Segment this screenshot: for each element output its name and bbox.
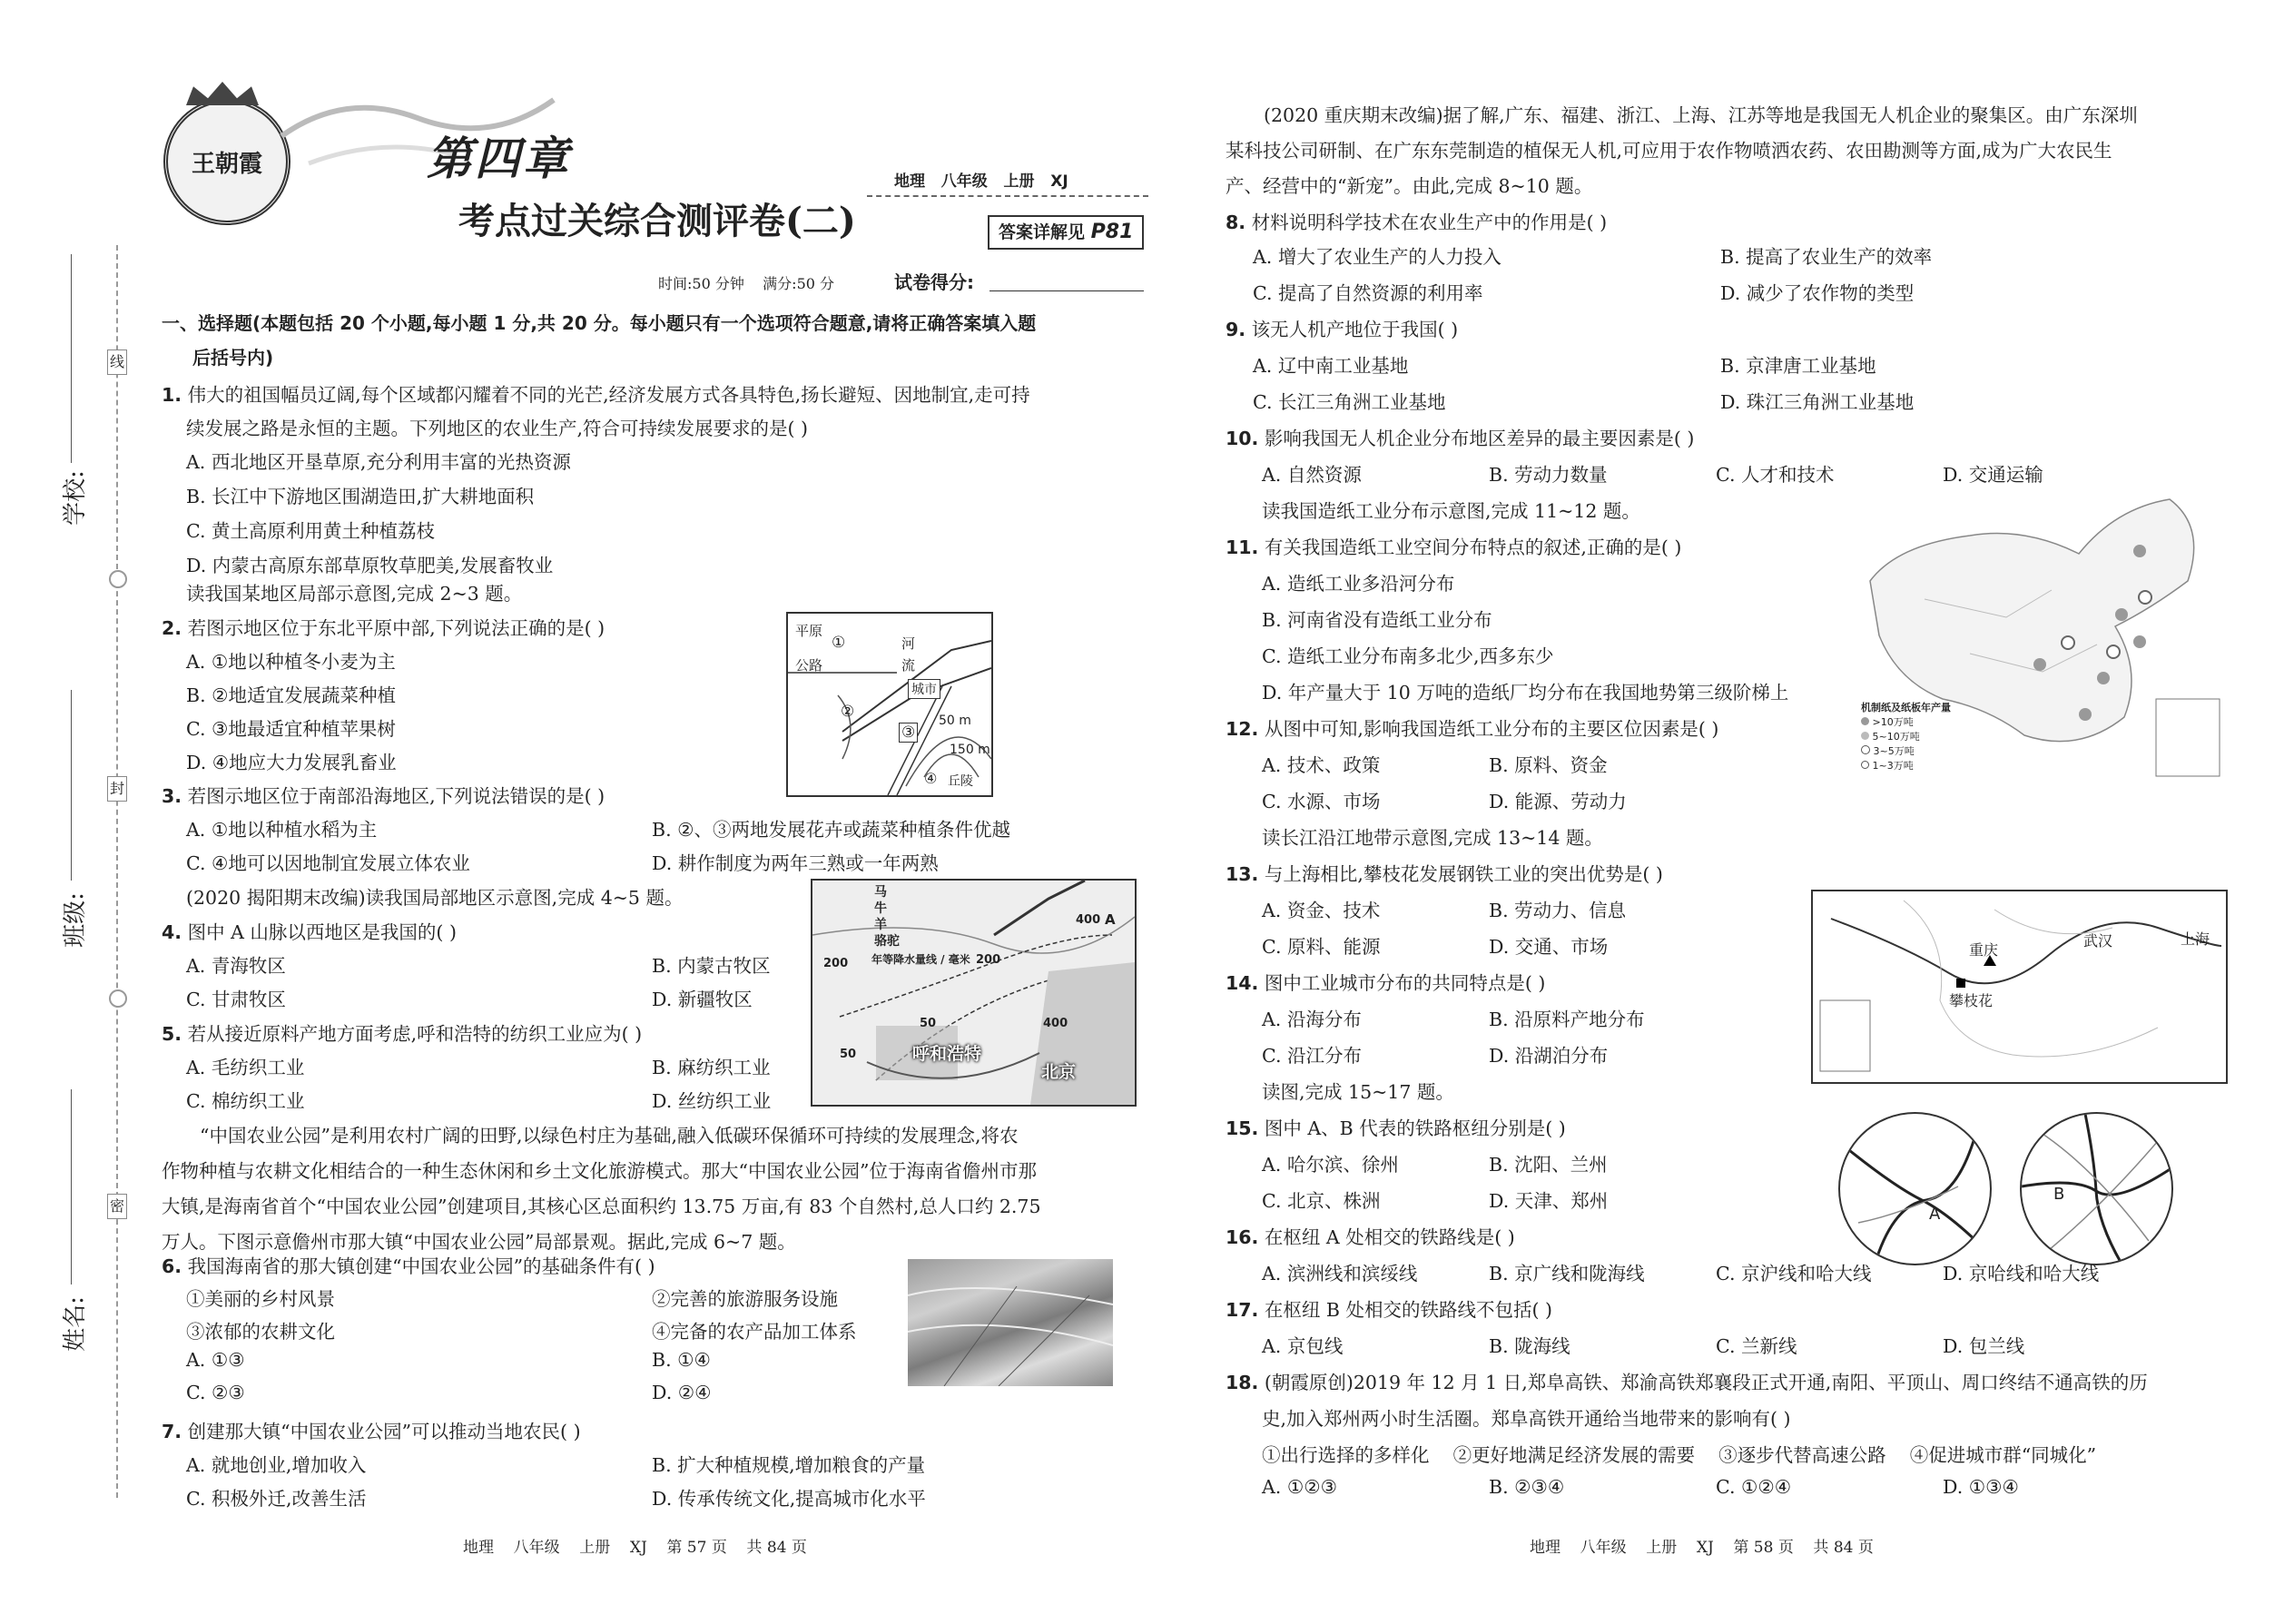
q8-option-c[interactable]: C. 提高了自然资源的利用率 <box>1253 282 1483 304</box>
question-10: 10. 影响我国无人机企业分布地区差异的最主要因素是( ) <box>1226 428 1695 449</box>
subject-meta: 地理 八年级 上册 XJ <box>894 172 1068 191</box>
name-label: 姓名: <box>61 1296 89 1352</box>
page-footer-right: 地理 八年级 上册 XJ 第 58 页 共 84 页 <box>1530 1539 1874 1557</box>
fig1-c4: ④ <box>924 770 938 787</box>
fig2-50b: 50 <box>840 1048 857 1061</box>
binding-line <box>116 245 118 1498</box>
brand-logo: 王朝霞 <box>163 98 290 225</box>
q9-option-a[interactable]: A. 辽中南工业基地 <box>1253 355 1409 377</box>
school-field[interactable] <box>61 254 91 545</box>
dot-medium <box>2106 645 2121 659</box>
fig4-wuhan: 武汉 <box>2083 932 2113 950</box>
q12-option-d[interactable]: D. 能源、劳动力 <box>1489 791 1627 812</box>
q13-option-d[interactable]: D. 交通、市场 <box>1489 936 1609 958</box>
score-field[interactable] <box>989 290 1144 291</box>
q6-option-d[interactable]: D. ②④ <box>652 1382 712 1403</box>
figure-local-map <box>786 612 993 797</box>
fig2-50a: 50 <box>920 1017 937 1030</box>
fig4-chongqing: 重庆 <box>1969 941 1999 959</box>
dot-medium <box>2061 635 2075 650</box>
q1-option-d[interactable]: D. 内蒙古高原东部草原牧草肥美,发展畜牧业 <box>186 555 554 576</box>
q7-option-a[interactable]: A. 就地创业,增加收入 <box>186 1454 367 1476</box>
score-label: 试卷得分: <box>894 271 974 293</box>
q6-option-c[interactable]: C. ②③ <box>186 1382 245 1403</box>
q3-option-c[interactable]: C. ④地可以因地制宜发展立体农业 <box>186 852 470 874</box>
q9-option-b[interactable]: B. 京津唐工业基地 <box>1720 355 1876 377</box>
dot-large <box>2033 658 2046 671</box>
binding-circle-icon <box>109 570 127 588</box>
fig1-city-label: 城市 <box>908 679 940 699</box>
crown-icon <box>186 82 259 105</box>
question-1: 1. 伟大的祖国幅员辽阔,每个区域都闪耀着不同的光芒,经济发展方式各具特色,扬长避短、因地制宜,走可持 <box>162 384 1030 406</box>
q5-option-c[interactable]: C. 棉纺织工业 <box>186 1090 305 1112</box>
q8-option-d[interactable]: D. 减少了农作物的类型 <box>1720 282 1915 304</box>
q7-option-c[interactable]: C. 积极外迁,改善生活 <box>186 1488 367 1510</box>
q11-option-a[interactable]: A. 造纸工业多沿河分布 <box>1262 573 1455 595</box>
question-18-cont: 史,加入郑州两小时生活圈。郑阜高铁开通给当地带来的影响有( ) <box>1262 1408 1791 1430</box>
chapter-heading: 第四章 <box>427 133 571 185</box>
q14-option-d[interactable]: D. 沿湖泊分布 <box>1489 1045 1609 1067</box>
q1-option-c[interactable]: C. 黄土高原利用黄土种植荔枝 <box>186 520 435 542</box>
fig2-beijing: 北京 <box>1041 1062 1077 1082</box>
q2-option-a[interactable]: A. ①地以种植冬小麦为主 <box>186 651 396 673</box>
figure-railway-hub-b <box>2020 1112 2173 1265</box>
q6-item-2: ②完善的旅游服务设施 <box>652 1288 838 1310</box>
question-15: 15. 图中 A、B 代表的铁路枢纽分别是( ) <box>1226 1117 1566 1139</box>
q2-option-b[interactable]: B. ②地适宜发展蔬菜种植 <box>186 684 396 706</box>
fig2-sheep-label: 羊 <box>874 918 887 932</box>
question-5: 5. 若从接近原料产地方面考虑,呼和浩特的纺织工业应为( ) <box>162 1023 643 1045</box>
question-7: 7. 创建那大镇“中国农业公园”可以推动当地农民( ) <box>162 1421 581 1442</box>
q16-option-d[interactable]: D. 京哈线和哈大线 <box>1943 1263 2100 1284</box>
q12-option-b[interactable]: B. 原料、资金 <box>1489 754 1608 776</box>
q3-option-d[interactable]: D. 耕作制度为两年三熟或一年两熟 <box>652 852 939 874</box>
fig1-road-label: 公路 <box>795 657 823 674</box>
q4-option-c[interactable]: C. 甘肃牧区 <box>186 989 286 1010</box>
q14-option-a[interactable]: A. 沿海分布 <box>1262 1009 1362 1030</box>
q7-option-b[interactable]: B. 扩大种植规模,增加粮食的产量 <box>652 1454 926 1476</box>
seal-mark-secret: 密 <box>107 1194 127 1219</box>
q15-option-c[interactable]: C. 北京、株洲 <box>1262 1190 1381 1212</box>
figure-grassland-map <box>811 879 1137 1107</box>
hub-a-label: A <box>1929 1205 1941 1224</box>
q4-option-b[interactable]: B. 内蒙古牧区 <box>652 955 771 977</box>
q6-item-3: ③浓郁的农耕文化 <box>186 1321 335 1343</box>
fig2-400b: 400 <box>1043 1017 1068 1030</box>
question-18-items: ①出行选择的多样化 ②更好地满足经济发展的需要 ③逐步代替高速公路 ④促进城市群“同城化” <box>1262 1444 2097 1466</box>
q7-option-d[interactable]: D. 传承传统文化,提高城市化水平 <box>652 1488 926 1510</box>
q5-option-a[interactable]: A. 毛纺织工业 <box>186 1057 305 1078</box>
q13-option-a[interactable]: A. 资金、技术 <box>1262 900 1381 921</box>
question-14: 14. 图中工业城市分布的共同特点是( ) <box>1226 972 1546 994</box>
intro-13-14: 读长江沿江地带示意图,完成 13~14 题。 <box>1262 827 1603 849</box>
fig1-c3: ③ <box>899 723 918 743</box>
fig2-camel-label: 骆驼 <box>874 934 900 949</box>
question-6: 6. 我国海南省的那大镇创建“中国农业公园”的基础条件有( ) <box>162 1255 655 1277</box>
school-label: 学校: <box>61 470 89 526</box>
dot-large <box>2133 635 2146 648</box>
dot-large <box>2115 608 2128 621</box>
fig2-cattle-label: 牛 <box>874 901 887 916</box>
question-8: 8. 材料说明科学技术在农业生产中的作用是( ) <box>1226 212 1608 233</box>
intro-15-17: 读图,完成 15~17 题。 <box>1262 1081 1454 1103</box>
q11-option-c[interactable]: C. 造纸工业分布南多北少,西多东少 <box>1262 645 1554 667</box>
question-12: 12. 从图中可知,影响我国造纸工业分布的主要区位因素是( ) <box>1226 718 1719 740</box>
q12-option-a[interactable]: A. 技术、政策 <box>1262 754 1381 776</box>
fig1-hill-label: 丘陵 <box>948 774 973 789</box>
q6-item-1: ①美丽的乡村风景 <box>186 1288 335 1310</box>
fig2-huhhot: 呼和浩特 <box>912 1044 982 1064</box>
fig4-shanghai: 上海 <box>2181 930 2210 948</box>
q1-option-b[interactable]: B. 长江中下游地区围湖造田,扩大耕地面积 <box>186 486 535 507</box>
q18-option-d[interactable]: D. ①③④ <box>1943 1476 2019 1498</box>
question-3: 3. 若图示地区位于南部沿海地区,下列说法错误的是( ) <box>162 785 605 807</box>
q13-option-b[interactable]: B. 劳动力、信息 <box>1489 900 1627 921</box>
fig1-c2: ② <box>841 703 855 721</box>
class-field[interactable] <box>61 690 91 980</box>
q9-option-c[interactable]: C. 长江三角洲工业基地 <box>1253 391 1446 413</box>
map-legend: 机制纸及纸板年产量 >10万吨 5~10万吨 3~5万吨 1~3万吨 <box>1861 702 1951 772</box>
q2-option-c[interactable]: C. ③地最适宜种植苹果树 <box>186 718 396 740</box>
figure-paper-industry-map <box>1843 490 2224 781</box>
fig2-400a: 400 <box>1076 913 1101 927</box>
q10-option-c[interactable]: C. 人才和技术 <box>1716 464 1835 486</box>
question-1-cont: 续发展之路是永恒的主题。下列地区的农业生产,符合可持续发展要求的是( ) <box>186 418 809 439</box>
fig2-200a: 200 <box>823 957 849 970</box>
fig1-c1: ① <box>832 634 846 652</box>
dot-large <box>2097 672 2110 684</box>
q18-option-b[interactable]: B. ②③④ <box>1489 1476 1565 1498</box>
q15-option-d[interactable]: D. 天津、郑州 <box>1489 1190 1609 1212</box>
fig1-50m: 50 m <box>939 714 971 728</box>
question-2: 2. 若图示地区位于东北平原中部,下列说法正确的是( ) <box>162 617 605 639</box>
q11-option-b[interactable]: B. 河南省没有造纸工业分布 <box>1262 609 1492 631</box>
question-18: 18. (朝霞原创)2019 年 12 月 1 日,郑阜高铁、郑渝高铁郑襄段正式开通,南阳、平顶山、周口终结不通高铁的历 <box>1226 1372 2148 1393</box>
question-9: 9. 该无人机产地位于我国( ) <box>1226 319 1459 340</box>
q11-option-d[interactable]: D. 年产量大于 10 万吨的造纸厂均分布在我国地势第三级阶梯上 <box>1262 682 1789 704</box>
q1-option-a[interactable]: A. 西北地区开垦草原,充分利用丰富的光热资源 <box>186 451 571 473</box>
section-title: 一、选择题(本题包括 20 个小题,每小题 1 分,共 20 分。每小题只有一个选项符合题意,请将正确答案填入题 <box>162 312 1037 334</box>
hub-b-label: B <box>2053 1185 2065 1204</box>
name-field[interactable] <box>61 1089 91 1380</box>
question-4: 4. 图中 A 山脉以西地区是我国的( ) <box>162 921 457 943</box>
q12-option-c[interactable]: C. 水源、市场 <box>1262 791 1381 812</box>
q17-option-c[interactable]: C. 兰新线 <box>1716 1335 1797 1357</box>
q15-option-a[interactable]: A. 哈尔滨、徐州 <box>1262 1154 1399 1176</box>
header-divider <box>867 195 1148 197</box>
fig2-legend: 年等降水量线 / 毫米 <box>871 953 970 966</box>
dot-medium <box>2138 590 2152 605</box>
intro-11-12: 读我国造纸工业分布示意图,完成 11~12 题。 <box>1262 500 1640 522</box>
q5-option-d[interactable]: D. 丝纺织工业 <box>652 1090 772 1112</box>
q16-option-b[interactable]: B. 京广线和陇海线 <box>1489 1263 1645 1284</box>
dot-large <box>2079 708 2092 721</box>
q5-option-b[interactable]: B. 麻纺织工业 <box>652 1057 771 1078</box>
q15-option-b[interactable]: B. 沈阳、兰州 <box>1489 1154 1608 1176</box>
section-title-cont: 后括号内) <box>192 347 274 369</box>
q17-option-d[interactable]: D. 包兰线 <box>1943 1335 2025 1357</box>
figure-yangtze-map <box>1811 890 2228 1084</box>
fig1-150m: 150 m <box>950 743 990 757</box>
fig4-panzhihua: 攀枝花 <box>1949 992 1994 1009</box>
q3-option-b[interactable]: B. ②、③两地发展花卉或蔬菜种植条件优越 <box>652 819 1010 841</box>
seal-mark-line: 线 <box>107 349 127 375</box>
class-label: 班级: <box>61 892 89 948</box>
intro-4-5: (2020 揭阳期末改编)读我国局部地区示意图,完成 4~5 题。 <box>186 887 684 909</box>
q3-option-a[interactable]: A. ①地以种植水稻为主 <box>186 819 378 841</box>
q16-option-c[interactable]: C. 京沪线和哈大线 <box>1716 1263 1872 1284</box>
q16-option-a[interactable]: A. 滨洲线和滨绥线 <box>1262 1263 1418 1284</box>
intro-2-3: 读我国某地区局部示意图,完成 2~3 题。 <box>186 583 523 605</box>
question-11: 11. 有关我国造纸工业空间分布特点的叙述,正确的是( ) <box>1226 536 1682 558</box>
q10-option-d[interactable]: D. 交通运输 <box>1943 464 2043 486</box>
q10-option-a[interactable]: A. 自然资源 <box>1262 464 1362 486</box>
question-16: 16. 在枢纽 A 处相交的铁路线是( ) <box>1226 1226 1515 1248</box>
time-info: 时间:50 分钟 满分:50 分 <box>658 275 835 292</box>
fig2-200b: 200 <box>976 953 1001 967</box>
page-title: 考点过关综合测评卷(二) <box>458 200 856 242</box>
q9-option-d[interactable]: D. 珠江三角洲工业基地 <box>1720 391 1915 413</box>
q10-option-b[interactable]: B. 劳动力数量 <box>1489 464 1608 486</box>
q13-option-c[interactable]: C. 原料、能源 <box>1262 936 1381 958</box>
intro-8-10: (2020 重庆期末改编)据了解,广东、福建、浙江、上海、江苏等地是我国无人机企业的聚集区。由广东深圳 某科技公司研制、在广东东莞制造的植保无人机,可应用于农作物喷洒农药、农田勘测等方面,成为广大农民生 产、经营中的“新宠”。由此,完成 8~10 题。 <box>1226 104 2138 197</box>
seal-mark-seal: 封 <box>107 776 127 802</box>
q6-option-b[interactable]: B. ①④ <box>652 1349 711 1371</box>
binding-circle-icon <box>109 989 127 1008</box>
q4-option-d[interactable]: D. 新疆牧区 <box>652 989 753 1010</box>
q18-option-c[interactable]: C. ①②④ <box>1716 1476 1792 1498</box>
page-footer-left: 地理 八年级 上册 XJ 第 57 页 共 84 页 <box>463 1539 807 1557</box>
q14-option-c[interactable]: C. 沿江分布 <box>1262 1045 1362 1067</box>
q17-option-b[interactable]: B. 陇海线 <box>1489 1335 1570 1357</box>
fig2-A: A <box>1105 911 1116 928</box>
passage-6-7: “中国农业公园”是利用农村广阔的田野,以绿色村庄为基础,融入低碳环保循环可持续的发展理念,将农 作物种植与农耕文化相结合的一种生态休闲和乡土文化旅游模式。那大“中国农业公园”位于海南省儋州市那 大镇,是海南省首个“中国农业公园”创建项目,其核心区总面积约 13.75 万亩,有 83 个自然村,总人口约 2.75 万人。下图示意儋州市那大镇“中国农业公园”局部景观。据此,完成 6~7 题。 <box>162 1125 1041 1253</box>
q14-option-b[interactable]: B. 沿原料产地分布 <box>1489 1009 1645 1030</box>
q6-option-a[interactable]: A. ①③ <box>186 1349 245 1371</box>
q17-option-a[interactable]: A. 京包线 <box>1262 1335 1344 1357</box>
q2-option-d[interactable]: D. ④地应大力发展乳畜业 <box>186 752 397 773</box>
fig1-plain-label: 平原 <box>795 623 823 639</box>
fig2-horse-label: 马 <box>874 885 887 900</box>
dot-large <box>2133 545 2146 557</box>
figure-railway-hub-a <box>1838 1112 1992 1265</box>
fig1-river-label: 河 <box>901 635 916 652</box>
figure-farmland-photo <box>908 1259 1113 1386</box>
answer-ref-box: 答案详解见 P81 <box>988 215 1144 250</box>
q6-item-4: ④完备的农产品加工体系 <box>652 1321 857 1343</box>
q8-option-a[interactable]: A. 增大了农业生产的人力投入 <box>1253 246 1501 268</box>
q8-option-b[interactable]: B. 提高了农业生产的效率 <box>1720 246 1933 268</box>
fig1-flow-label: 流 <box>901 657 916 674</box>
q4-option-a[interactable]: A. 青海牧区 <box>186 955 286 977</box>
question-17: 17. 在枢纽 B 处相交的铁路线不包括( ) <box>1226 1299 1552 1321</box>
q18-option-a[interactable]: A. ①②③ <box>1262 1476 1337 1498</box>
question-13: 13. 与上海相比,攀枝花发展钢铁工业的突出优势是( ) <box>1226 863 1663 885</box>
